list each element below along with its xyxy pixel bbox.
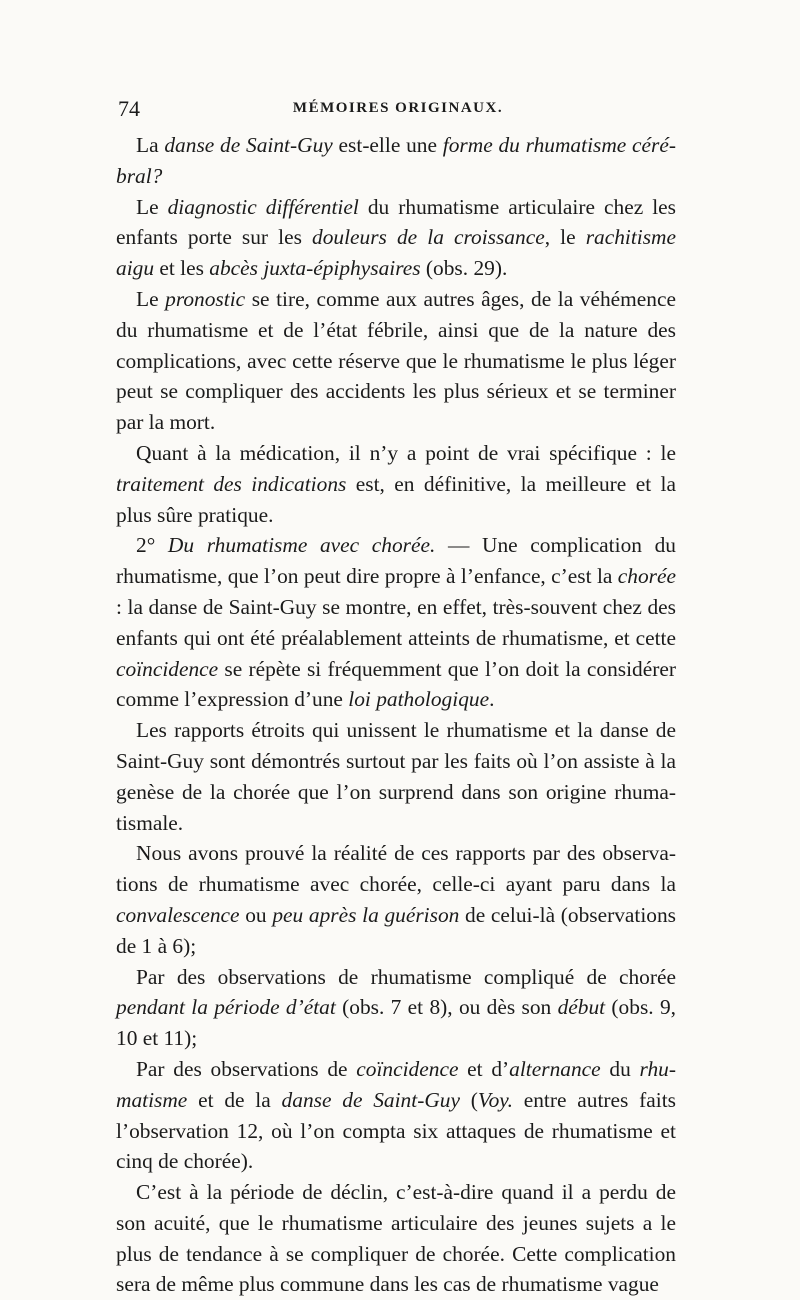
- page-header: [118, 96, 678, 126]
- italic-text: rhumatisme: [116, 1056, 676, 1112]
- text-run: se tire, comme aux autres âges, de la véhémence du rhumatisme et de l’état fébrile, ainsi que de la nature des complications, avec cette réserve que le rhumatisme le plus léger peut se compliquer des accidents les plus sérieux et se terminer par la mort.: [116, 286, 676, 435]
- paragraph: [116, 130, 676, 192]
- paragraph: [116, 192, 676, 284]
- text-run: — Une complication du rhumatisme, que l’on peut dire propre à l’enfance, c’est la: [116, 533, 676, 589]
- italic-text: diagnostic différentiel: [167, 194, 359, 219]
- paragraph: [116, 1177, 676, 1300]
- italic-text: Voy.: [477, 1087, 513, 1112]
- italic-text: loi pathologique: [348, 687, 490, 712]
- paragraph: [116, 284, 676, 438]
- paragraph: [116, 530, 676, 715]
- paragraph: [116, 715, 676, 838]
- text-run: Par des observations de: [136, 1056, 357, 1081]
- text-run: .: [489, 687, 495, 712]
- paragraph: [116, 962, 676, 1054]
- text-run: est, en définitive, la meilleure et la plus sûre pratique.: [116, 471, 676, 527]
- text-run: (: [459, 1087, 478, 1112]
- italic-text: Du rhumatisme avec chorée.: [167, 533, 436, 558]
- text-run: Les rapports étroits qui unissent le rhumatisme et la danse de Saint-Guy sont démontrés surtout par les faits où l’on assiste à la genèse de la chorée que l’on surprend dans son origine rhumatismale.: [116, 718, 676, 835]
- body-text: [116, 130, 676, 1300]
- text-run: (obs. 7 et 8), ou dès son: [335, 995, 558, 1020]
- paragraph: [116, 438, 676, 530]
- text-run: La: [136, 133, 165, 157]
- italic-text: chorée: [617, 564, 676, 589]
- text-run: 2°: [136, 533, 168, 558]
- text-run: (obs. 9, 10 et 11);: [116, 995, 676, 1051]
- text-run: Quant à la médication, il n’y a point de vrai spécifique : le: [136, 440, 676, 465]
- italic-text: début: [557, 995, 606, 1020]
- text-run: (obs. 29).: [420, 256, 508, 281]
- paragraph: [116, 1054, 676, 1177]
- italic-text: danse de Saint-Guy: [281, 1087, 460, 1112]
- italic-text: coïncidence: [116, 656, 219, 681]
- text-run: Par des observations de rhumatisme compliqué de chorée: [136, 964, 676, 989]
- text-run: et d’: [458, 1056, 510, 1081]
- italic-text: douleurs de la croissance: [312, 225, 545, 250]
- text-run: Le: [136, 194, 168, 219]
- italic-text: abcès juxta-épiphysaires: [209, 256, 421, 281]
- text-run: entre autres faits l’observation 12, où l’on compta six attaques de rhumatisme et cinq de chorée).: [116, 1087, 676, 1174]
- text-run: et de la: [187, 1087, 282, 1112]
- text-run: Nous avons prouvé la réalité de ces rapports par des observations de rhumatisme avec chorée, celle-ci ayant paru dans la: [116, 841, 676, 897]
- italic-text: rachitisme aigu: [116, 225, 676, 281]
- italic-text: alternance: [509, 1056, 601, 1081]
- text-run: Le: [136, 286, 166, 311]
- text-run: et les: [154, 256, 210, 281]
- text-run: C’est à la période de déclin, c’est-à-dire quand il a perdu de son acuité, que le rhumatisme articulaire des jeunes sujets a le plus de tendance à se compliquer de chorée. Cette complication sera de même plus commune dans les cas de rhumatisme vague: [116, 1180, 676, 1297]
- text-run: de celui-là (observations de 1 à 6);: [116, 902, 677, 958]
- text-run: ou: [239, 902, 273, 927]
- page-number: 74: [118, 96, 140, 121]
- text-run: se répète si fréquemment que l’on doit la considérer comme l’expression d’une: [116, 656, 676, 712]
- italic-text: pendant la période d’état: [116, 995, 336, 1020]
- text-run: du rhumatisme articulaire chez les enfants porte sur les: [116, 194, 676, 250]
- running-head: MÉMOIRES ORIGINAUX.: [292, 100, 504, 116]
- italic-text: peu après la guérison: [272, 902, 460, 927]
- italic-text: danse de Saint-Guy: [164, 133, 333, 157]
- italic-text: convalescence: [116, 902, 240, 927]
- text-run: : la danse de Saint-Guy se montre, en effet, très-souvent chez des enfants qui ont été préalablement atteints de rhumatisme, et cette: [116, 594, 676, 650]
- italic-text: pronostic: [165, 286, 246, 311]
- text-run: , le: [544, 225, 586, 250]
- text-run: est-elle une: [332, 133, 443, 157]
- italic-text: forme du rhumatisme cérébral?: [116, 133, 676, 188]
- paragraph: [116, 838, 676, 961]
- italic-text: coïncidence: [356, 1056, 459, 1081]
- text-run: du: [600, 1056, 640, 1081]
- italic-text: traitement des indications: [116, 471, 347, 496]
